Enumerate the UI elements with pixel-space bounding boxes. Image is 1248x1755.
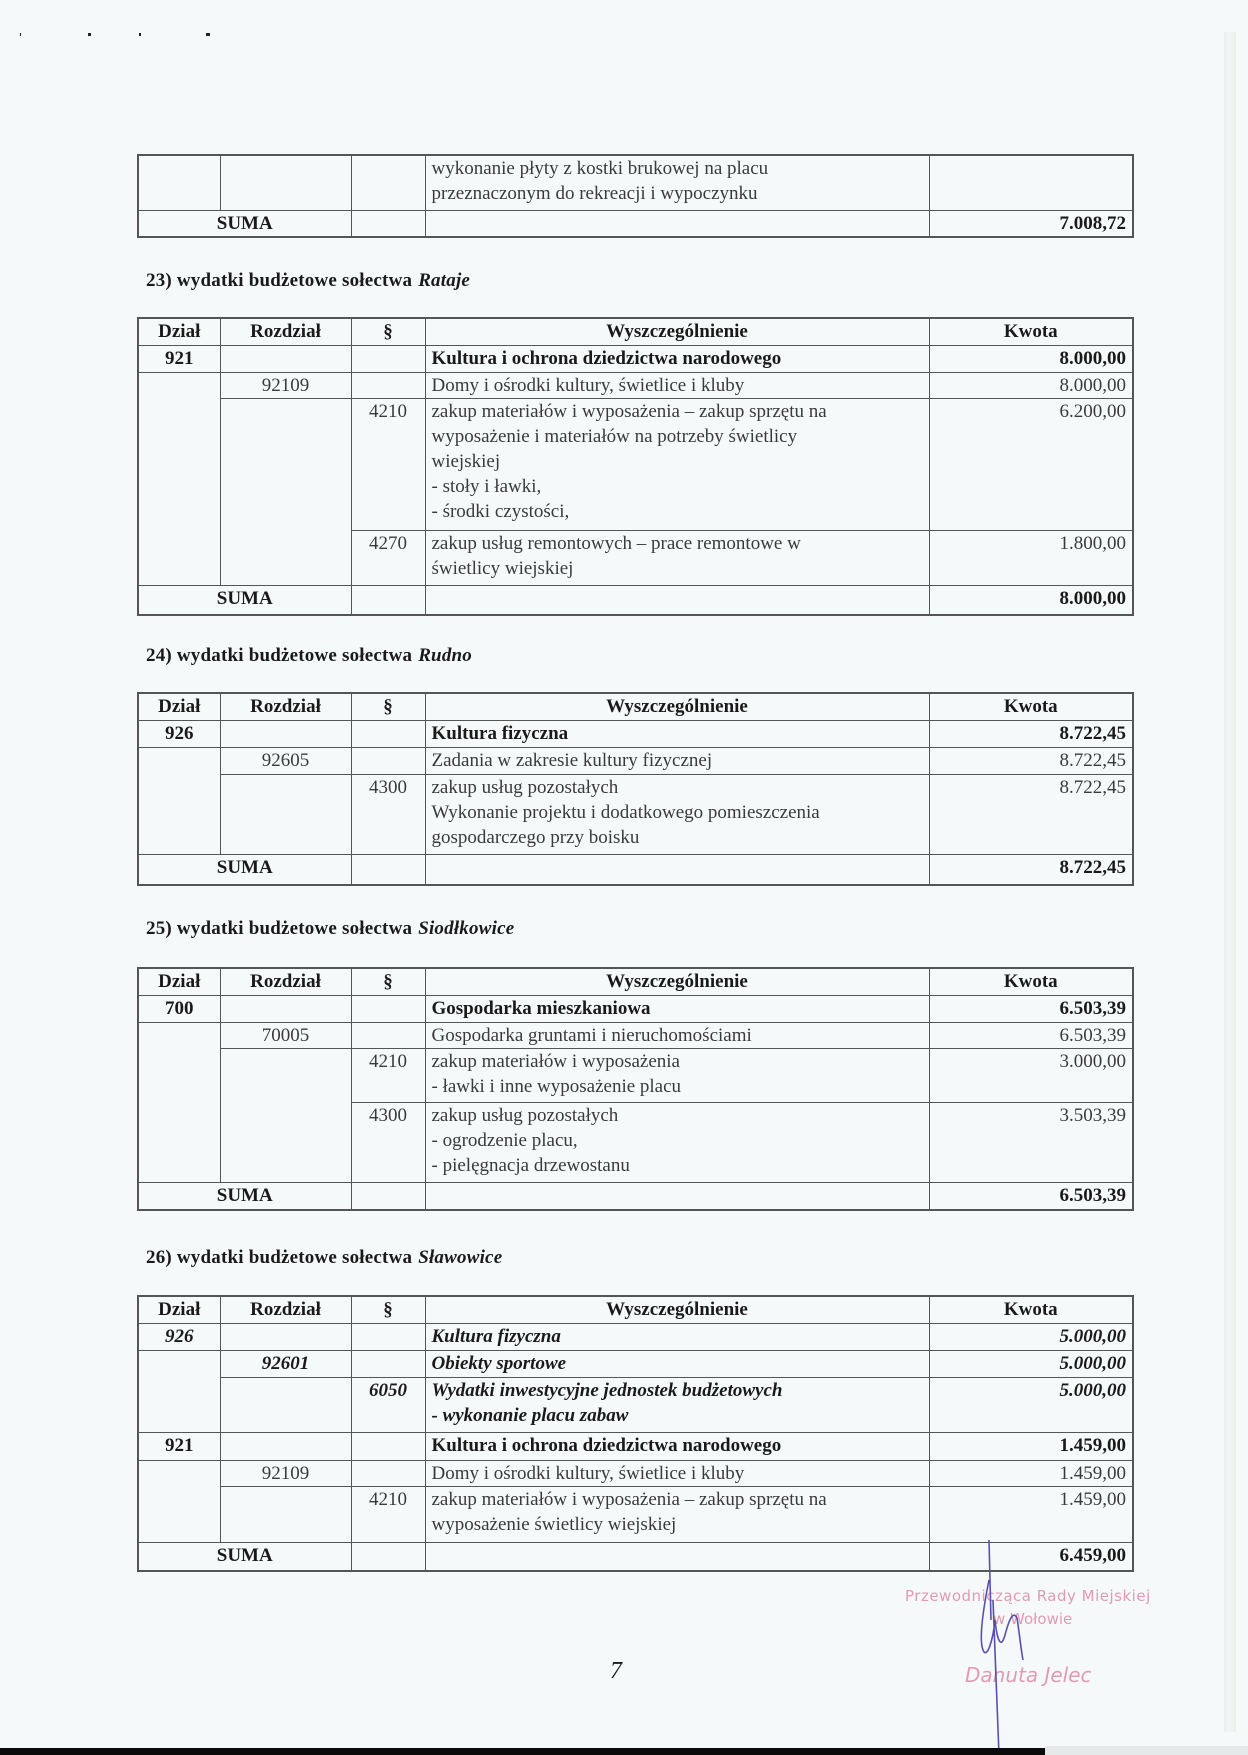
suma-row xyxy=(138,586,1133,615)
page-number: 7 xyxy=(610,1658,622,1684)
suma-label: SUMA xyxy=(138,210,351,237)
section-title: wydatki budżetowe sołectwa xyxy=(176,1247,413,1268)
dzial-cell xyxy=(138,1023,220,1049)
suma-label: SUMA xyxy=(138,1183,351,1210)
kwota-cell: 8.722,45 xyxy=(929,748,1133,775)
dzial-cell xyxy=(138,1487,220,1543)
paragraf-cell xyxy=(351,373,425,399)
table-row xyxy=(138,1487,1133,1543)
opis-line: przeznaczonym do rekreacji i wypoczynku xyxy=(431,183,758,204)
header-row xyxy=(138,1296,1133,1324)
col-paragraf: § xyxy=(351,968,425,996)
kwota-cell: 5.000,00 xyxy=(929,1351,1133,1378)
dzial-cell xyxy=(138,1461,220,1487)
dzial-cell: 926 xyxy=(138,1324,220,1351)
scan-edge xyxy=(0,1748,1045,1755)
paragraf-cell xyxy=(351,996,425,1023)
empty-cell xyxy=(351,1543,425,1571)
paragraf-cell xyxy=(351,1351,425,1378)
opis-cell xyxy=(425,775,929,855)
table-row xyxy=(138,1378,1133,1433)
dzial-cell xyxy=(138,775,220,855)
paragraf-cell xyxy=(351,1324,425,1351)
suma-value: 6.459,00 xyxy=(929,1543,1133,1571)
rozdzial-cell xyxy=(220,721,351,748)
paragraf-cell xyxy=(351,748,425,775)
opis-cell: Kultura i ochrona dziedzictwa narodowego xyxy=(425,346,929,373)
rozdzial-cell: 92605 xyxy=(220,748,351,775)
empty-cell xyxy=(351,210,425,237)
budget-table-slawowice xyxy=(137,1295,1134,1572)
opis-line: gospodarczego przy boisku xyxy=(431,827,640,848)
opis-cell xyxy=(425,155,929,210)
dzial-cell xyxy=(138,373,220,399)
section-number: 25) xyxy=(146,918,172,939)
dzial-cell xyxy=(138,1103,220,1183)
dzial-cell: 921 xyxy=(138,1433,220,1461)
opis-line: wiejskiej xyxy=(431,451,501,472)
suma-value: 8.722,45 xyxy=(929,855,1133,885)
rozdzial-cell xyxy=(220,775,351,855)
paragraf-cell xyxy=(351,1023,425,1049)
scan-mark xyxy=(20,33,21,36)
opis-cell: Kultura fizyczna xyxy=(425,1324,929,1351)
col-opis: Wyszczególnienie xyxy=(425,968,929,996)
section-number: 23) xyxy=(146,270,172,291)
kwota-cell: 8.722,45 xyxy=(929,721,1133,748)
col-paragraf: § xyxy=(351,1296,425,1324)
opis-line: Wykonanie projektu i dodatkowego pomieszczenia xyxy=(431,802,820,823)
stamp-title: Przewodnicząca Rady Miejskiej xyxy=(905,1587,1151,1605)
opis-cell: Kultura fizyczna xyxy=(425,721,929,748)
paragraf-cell: 6050 xyxy=(351,1378,425,1433)
kwota-cell: 5.000,00 xyxy=(929,1378,1133,1433)
header-row xyxy=(138,693,1133,721)
dzial-cell xyxy=(138,1351,220,1378)
table-row xyxy=(138,1049,1133,1103)
rozdzial-cell xyxy=(220,1487,351,1543)
stamp-name: Danuta Jelec xyxy=(965,1663,1092,1687)
empty-cell xyxy=(351,586,425,615)
suma-value: 7.008,72 xyxy=(929,210,1133,237)
paragraf-cell xyxy=(351,1433,425,1461)
opis-line: wyposażenie i materiałów na potrzeby świetlicy xyxy=(431,426,798,447)
section-heading-25 xyxy=(146,918,514,940)
village-name: Rudno xyxy=(418,645,472,666)
opis-line: zakup usług remontowych – prace remontowe w xyxy=(431,533,801,554)
paragraf-cell: 4300 xyxy=(351,775,425,855)
kwota-cell: 3.000,00 xyxy=(929,1049,1133,1103)
opis-line: zakup materiałów i wyposażenia xyxy=(431,1051,680,1072)
suma-label: SUMA xyxy=(138,1543,351,1571)
opis-line: - środki czystości, xyxy=(431,501,570,522)
suma-label: SUMA xyxy=(138,855,351,885)
rozdzial-cell xyxy=(220,1433,351,1461)
stamp-location: w Wołowie xyxy=(993,1610,1073,1628)
rozdzial-cell: 70005 xyxy=(220,1023,351,1049)
table-row xyxy=(138,346,1133,373)
empty-cell xyxy=(351,855,425,885)
village-name: Siodłkowice xyxy=(418,918,515,939)
opis-line: Wydatki inwestycyjne jednostek budżetowych xyxy=(431,1380,783,1401)
col-dzial: Dział xyxy=(138,1296,220,1324)
empty-cell xyxy=(425,210,929,237)
rozdzial-cell xyxy=(220,155,351,210)
opis-line: wykonanie płyty z kostki brukowej na placu xyxy=(431,158,769,179)
col-paragraf: § xyxy=(351,693,425,721)
rozdzial-cell xyxy=(220,1378,351,1433)
opis-cell xyxy=(425,1049,929,1103)
table-row xyxy=(138,775,1133,855)
col-kwota: Kwota xyxy=(929,968,1133,996)
opis-cell xyxy=(425,1378,929,1433)
rozdzial-cell: 92109 xyxy=(220,1461,351,1487)
kwota-cell: 6.503,39 xyxy=(929,996,1133,1023)
header-row xyxy=(138,318,1133,346)
kwota-cell: 1.459,00 xyxy=(929,1487,1133,1543)
rozdzial-cell xyxy=(220,531,351,586)
suma-label: SUMA xyxy=(138,586,351,615)
opis-line: - ławki i inne wyposażenie placu xyxy=(431,1076,682,1097)
kwota-cell: 3.503,39 xyxy=(929,1103,1133,1183)
opis-cell: Domy i ośrodki kultury, świetlice i kluby xyxy=(425,373,929,399)
opis-cell xyxy=(425,531,929,586)
kwota-cell: 8.000,00 xyxy=(929,373,1133,399)
suma-row xyxy=(138,210,1133,237)
rozdzial-cell xyxy=(220,996,351,1023)
paragraf-cell: 4210 xyxy=(351,399,425,531)
col-rozdzial: Rozdział xyxy=(220,693,351,721)
col-rozdzial: Rozdział xyxy=(220,318,351,346)
paragraf-cell xyxy=(351,155,425,210)
section-heading-23 xyxy=(146,270,470,292)
dzial-cell xyxy=(138,531,220,586)
table-row xyxy=(138,1103,1133,1183)
scan-mark xyxy=(88,33,91,36)
table-row xyxy=(138,1461,1133,1487)
col-dzial: Dział xyxy=(138,318,220,346)
opis-cell xyxy=(425,399,929,531)
paragraf-cell xyxy=(351,346,425,373)
kwota-cell: 1.459,00 xyxy=(929,1433,1133,1461)
opis-line: - stoły i ławki, xyxy=(431,476,542,497)
rozdzial-cell xyxy=(220,346,351,373)
opis-line: zakup materiałów i wyposażenia – zakup sprzętu na xyxy=(431,401,827,422)
opis-line: - ogrodzenie placu, xyxy=(431,1130,578,1151)
opis-line: - wykonanie placu zabaw xyxy=(431,1405,629,1426)
table-row xyxy=(138,748,1133,775)
paragraf-cell: 4300 xyxy=(351,1103,425,1183)
section-number: 24) xyxy=(146,645,172,666)
col-kwota: Kwota xyxy=(929,1296,1133,1324)
dzial-cell: 921 xyxy=(138,346,220,373)
paragraf-cell xyxy=(351,1461,425,1487)
continued-budget-table xyxy=(137,154,1134,238)
scan-edge xyxy=(1224,32,1236,1732)
paragraf-cell: 4210 xyxy=(351,1049,425,1103)
section-title: wydatki budżetowe sołectwa xyxy=(176,645,413,666)
kwota-cell: 8.000,00 xyxy=(929,346,1133,373)
col-paragraf: § xyxy=(351,318,425,346)
opis-line: zakup materiałów i wyposażenia – zakup sprzętu na xyxy=(431,1489,827,1510)
kwota-cell: 1.459,00 xyxy=(929,1461,1133,1487)
kwota-cell: 6.503,39 xyxy=(929,1023,1133,1049)
suma-value: 8.000,00 xyxy=(929,586,1133,615)
empty-cell xyxy=(425,1183,929,1210)
col-opis: Wyszczególnienie xyxy=(425,693,929,721)
opis-cell: Gospodarka mieszkaniowa xyxy=(425,996,929,1023)
empty-cell xyxy=(425,586,929,615)
suma-row xyxy=(138,1183,1133,1210)
section-heading-26 xyxy=(146,1247,502,1269)
table-row xyxy=(138,1324,1133,1351)
dzial-cell: 926 xyxy=(138,721,220,748)
scan-edge xyxy=(1045,1746,1248,1755)
opis-cell: Domy i ośrodki kultury, świetlice i kluby xyxy=(425,1461,929,1487)
table-row xyxy=(138,1433,1133,1461)
table-row xyxy=(138,721,1133,748)
col-rozdzial: Rozdział xyxy=(220,1296,351,1324)
rozdzial-cell: 92109 xyxy=(220,373,351,399)
opis-line: - pielęgnacja drzewostanu xyxy=(431,1155,630,1176)
section-title: wydatki budżetowe sołectwa xyxy=(176,918,413,939)
table-row xyxy=(138,996,1133,1023)
budget-table-rataje xyxy=(137,317,1134,616)
table-row xyxy=(138,399,1133,531)
paragraf-cell: 4270 xyxy=(351,531,425,586)
section-title: wydatki budżetowe sołectwa xyxy=(176,270,413,291)
col-dzial: Dział xyxy=(138,693,220,721)
col-dzial: Dział xyxy=(138,968,220,996)
suma-value: 6.503,39 xyxy=(929,1183,1133,1210)
table-row xyxy=(138,373,1133,399)
opis-cell: Gospodarka gruntami i nieruchomościami xyxy=(425,1023,929,1049)
table-row xyxy=(138,1023,1133,1049)
scan-mark xyxy=(206,33,210,36)
opis-cell xyxy=(425,1103,929,1183)
opis-cell: Obiekty sportowe xyxy=(425,1351,929,1378)
table-row xyxy=(138,1351,1133,1378)
scan-mark xyxy=(139,33,141,36)
paragraf-cell: 4210 xyxy=(351,1487,425,1543)
kwota-cell xyxy=(929,155,1133,210)
rozdzial-cell xyxy=(220,399,351,531)
kwota-cell: 5.000,00 xyxy=(929,1324,1133,1351)
col-opis: Wyszczególnienie xyxy=(425,1296,929,1324)
empty-cell xyxy=(351,1183,425,1210)
dzial-cell xyxy=(138,748,220,775)
dzial-cell xyxy=(138,1049,220,1103)
paragraf-cell xyxy=(351,721,425,748)
rozdzial-cell xyxy=(220,1324,351,1351)
kwota-cell: 6.200,00 xyxy=(929,399,1133,531)
rozdzial-cell xyxy=(220,1103,351,1183)
opis-cell: Kultura i ochrona dziedzictwa narodowego xyxy=(425,1433,929,1461)
budget-table-siodlkowice xyxy=(137,967,1134,1211)
table-row xyxy=(138,531,1133,586)
dzial-cell xyxy=(138,399,220,531)
opis-line: zakup usług pozostałych xyxy=(431,1105,619,1126)
village-name: Sławowice xyxy=(418,1247,503,1268)
rozdzial-cell: 92601 xyxy=(220,1351,351,1378)
opis-line: zakup usług pozostałych xyxy=(431,777,619,798)
suma-row xyxy=(138,855,1133,885)
opis-cell xyxy=(425,1487,929,1543)
header-row xyxy=(138,968,1133,996)
budget-table-rudno xyxy=(137,692,1134,886)
col-kwota: Kwota xyxy=(929,693,1133,721)
empty-cell xyxy=(425,855,929,885)
opis-line: świetlicy wiejskiej xyxy=(431,558,574,579)
rozdzial-cell xyxy=(220,1049,351,1103)
col-kwota: Kwota xyxy=(929,318,1133,346)
col-opis: Wyszczególnienie xyxy=(425,318,929,346)
opis-cell: Zadania w zakresie kultury fizycznej xyxy=(425,748,929,775)
kwota-cell: 8.722,45 xyxy=(929,775,1133,855)
dzial-cell xyxy=(138,1378,220,1433)
empty-cell xyxy=(425,1543,929,1571)
dzial-cell: 700 xyxy=(138,996,220,1023)
section-heading-24 xyxy=(146,645,472,667)
signature-icon xyxy=(975,1540,1045,1755)
col-rozdzial: Rozdział xyxy=(220,968,351,996)
section-number: 26) xyxy=(146,1247,172,1268)
kwota-cell: 1.800,00 xyxy=(929,531,1133,586)
village-name: Rataje xyxy=(418,270,471,291)
opis-line: wyposażenie świetlicy wiejskiej xyxy=(431,1514,677,1535)
table-row xyxy=(138,155,1133,210)
dzial-cell xyxy=(138,155,220,210)
